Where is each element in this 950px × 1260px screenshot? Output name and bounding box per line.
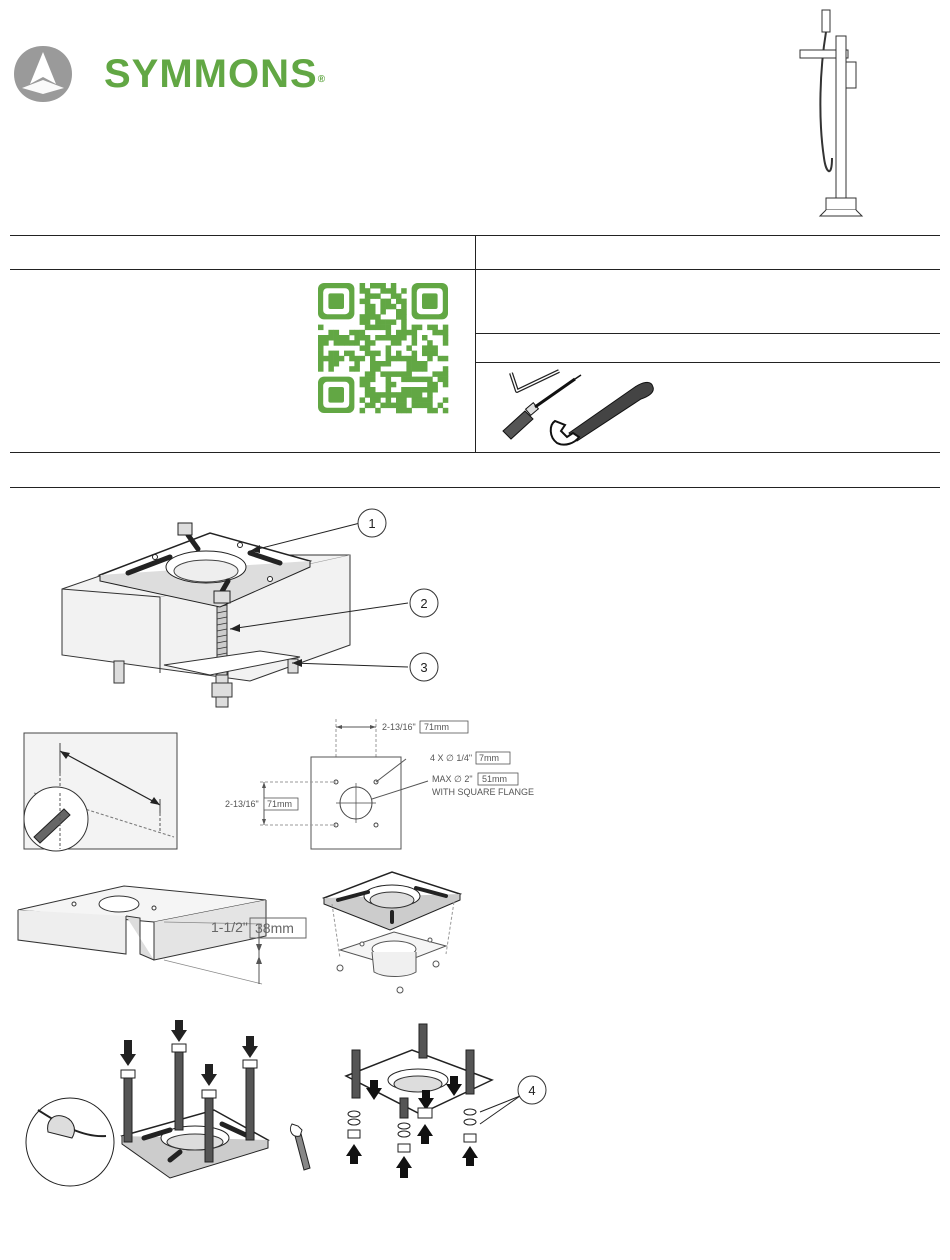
side-dim-label: 2-13/16" (225, 799, 259, 809)
side-dim-mm: 71mm (267, 799, 293, 809)
svg-text:2: 2 (420, 596, 428, 611)
callout-4 (518, 1076, 546, 1104)
small-wrench-icon (290, 1124, 310, 1170)
table-divider (475, 235, 476, 453)
freestanding-faucet-illustration (790, 8, 870, 218)
symmons-logo-icon (12, 44, 74, 104)
callout-1 (358, 509, 386, 537)
svg-text:3: 3 (420, 660, 428, 675)
brand-text: SYMMONS (104, 52, 318, 96)
hex-key-icon (511, 371, 559, 391)
right-row-rule-2 (475, 362, 940, 363)
top-dim-label: 2-13/16" (382, 722, 416, 732)
svg-text:1: 1 (368, 516, 376, 531)
brand-name (104, 50, 326, 98)
holes-label: 4 X ∅ 1/4" (430, 753, 473, 763)
bolt-install-diagram (20, 1020, 320, 1190)
table-bottom-rule (10, 452, 940, 453)
qr-code[interactable] (318, 283, 448, 413)
max-label: MAX ∅ 2" (432, 774, 473, 784)
tools-illustration (495, 365, 665, 445)
right-row-rule-1 (475, 333, 940, 334)
block-thickness-diagram (14, 880, 314, 990)
section-rule (10, 487, 940, 488)
registered-mark: ® (317, 74, 327, 85)
mounting-assembly-diagram (60, 505, 460, 715)
callout-3 (410, 653, 438, 681)
holes-mm: 7mm (479, 753, 499, 763)
hole-template-diagram (220, 715, 550, 855)
block-thickness-mm: 38mm (255, 920, 294, 936)
block-thickness-label: 1-1/2" (211, 919, 248, 935)
flange-label: WITH SQUARE FLANGE (432, 787, 535, 797)
nut-assembly-diagram (330, 1020, 550, 1180)
max-mm: 51mm (482, 774, 508, 784)
plate-exploded-diagram (318, 860, 468, 1000)
marking-diagram (24, 733, 179, 851)
top-dim-mm: 71mm (424, 722, 450, 732)
callout-2 (410, 589, 438, 617)
wrench-icon (551, 382, 654, 444)
svg-text:4: 4 (528, 1083, 536, 1098)
